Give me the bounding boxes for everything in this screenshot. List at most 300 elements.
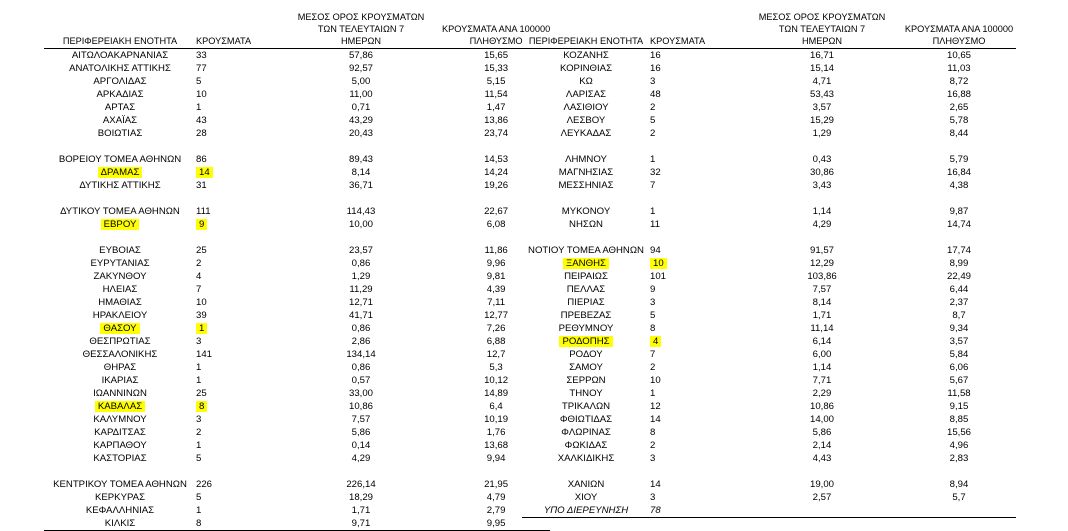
header-avg-line3: ΗΜΕΡΩΝ [742, 36, 902, 49]
spacer-cell [44, 140, 550, 153]
avg-cell [742, 257, 902, 270]
region-cell [44, 62, 196, 75]
avg-cell [280, 413, 442, 426]
rate-cell-text: 3,57 [949, 336, 969, 347]
rate-cell-text: 5,7 [952, 492, 966, 503]
rate-cell-text: 8,72 [949, 76, 969, 87]
rate-cell-text: 6,44 [949, 284, 969, 295]
rate-cell [902, 400, 1016, 413]
table-row [522, 387, 1016, 400]
avg-cell [742, 153, 902, 166]
cases-cell-text: 4 [196, 271, 202, 282]
cases-table-right [522, 12, 1016, 518]
region-cell-text: ΜΕΣΣΗΝΙΑΣ [558, 180, 614, 191]
avg-cell [280, 426, 442, 439]
rate-cell-text: 22,67 [484, 206, 509, 217]
table-row [522, 75, 1016, 88]
region-cell [44, 491, 196, 504]
cases-cell [650, 283, 742, 296]
cases-cell [196, 439, 280, 452]
spacer-row [44, 231, 550, 244]
cases-cell-text: 2 [196, 427, 202, 438]
rate-cell-text: 4,96 [949, 440, 969, 451]
region-cell [44, 49, 196, 63]
rate-cell-text: 9,95 [486, 518, 506, 529]
table-row [44, 114, 550, 127]
region-cell-text: ΚΟΖΑΝΗΣ [563, 50, 609, 61]
region-cell [44, 426, 196, 439]
cases-cell-text: 10 [650, 375, 661, 386]
cases-cell-text: 16 [650, 50, 661, 61]
avg-cell-text: 43,29 [348, 115, 373, 126]
avg-cell [280, 335, 442, 348]
avg-cell-text: 3,57 [812, 102, 832, 113]
region-cell [522, 114, 650, 127]
region-cell [44, 439, 196, 452]
region-cell [522, 478, 650, 491]
region-cell-text: ΒΟΡΕΙΟΥ ΤΟΜΕΑ ΑΘΗΝΩΝ [58, 154, 182, 165]
avg-cell-text: 18,29 [348, 492, 373, 503]
cases-cell-text: 3 [196, 336, 202, 347]
avg-cell [742, 88, 902, 101]
table-row [44, 504, 550, 517]
rate-cell [902, 179, 1016, 192]
avg-cell [742, 166, 902, 179]
region-cell-text: ΙΚΑΡΙΑΣ [101, 375, 139, 386]
avg-cell-text: 2,57 [812, 492, 832, 503]
table-row [44, 361, 550, 374]
region-cell [522, 270, 650, 283]
cases-cell [650, 374, 742, 387]
rate-cell-text: 10,12 [484, 375, 509, 386]
cases-cell-text: 43 [196, 115, 207, 126]
cases-cell-text: 5 [196, 492, 202, 503]
table-row [44, 127, 550, 140]
region-cell [522, 452, 650, 465]
rate-cell-text: 16,88 [946, 89, 971, 100]
cases-cell [196, 413, 280, 426]
cases-cell [650, 478, 742, 491]
avg-cell [280, 478, 442, 491]
cases-cell [650, 426, 742, 439]
region-cell [522, 75, 650, 88]
avg-cell [280, 439, 442, 452]
table-row [522, 439, 1016, 452]
cases-cell [650, 114, 742, 127]
avg-cell-text: 1,14 [812, 362, 832, 373]
region-cell [522, 322, 650, 335]
avg-cell-text: 53,43 [809, 89, 834, 100]
cases-cell-text: 8 [196, 401, 207, 412]
rate-cell [902, 88, 1016, 101]
table-row [522, 62, 1016, 75]
table-row [44, 283, 550, 296]
avg-cell [742, 413, 902, 426]
region-cell-text: ΑΝΑΤΟΛΙΚΗΣ ΑΤΤΙΚΗΣ [69, 63, 171, 74]
rate-cell [902, 75, 1016, 88]
cases-cell [650, 387, 742, 400]
region-cell-text: ΗΛΕΙΑΣ [102, 284, 138, 295]
cases-cell-text: 25 [196, 245, 207, 256]
rate-cell [902, 426, 1016, 439]
region-cell-text: ΝΟΤΙΟΥ ΤΟΜΕΑ ΑΘΗΝΩΝ [528, 245, 644, 256]
avg-cell-text: 41,71 [348, 310, 373, 321]
avg-cell [280, 400, 442, 413]
avg-cell [280, 283, 442, 296]
cases-cell [196, 504, 280, 517]
rate-cell [902, 218, 1016, 231]
table-row [44, 205, 550, 218]
avg-cell [742, 283, 902, 296]
rate-cell-text: 13,68 [484, 440, 509, 451]
table-row [44, 374, 550, 387]
rate-cell [902, 478, 1016, 491]
region-cell [44, 335, 196, 348]
region-cell [522, 244, 650, 257]
region-cell [44, 75, 196, 88]
region-cell-text: ΚΟΡΙΝΘΙΑΣ [559, 63, 613, 74]
region-cell-text: ΑΙΤΩΛΟΑΚΑΡΝΑΝΙΑΣ [71, 50, 169, 61]
cases-cell-text: 1 [196, 323, 207, 334]
avg-cell-text: 0,86 [351, 258, 371, 269]
avg-cell-text: 6,14 [812, 336, 832, 347]
cases-cell [650, 348, 742, 361]
cases-cell-text: 3 [650, 453, 656, 464]
avg-cell [742, 426, 902, 439]
rate-cell [902, 296, 1016, 309]
rate-cell [902, 413, 1016, 426]
region-cell [522, 127, 650, 140]
table-row [44, 517, 550, 531]
rate-cell-text: 11,58 [947, 388, 971, 399]
region-cell [44, 348, 196, 361]
avg-cell-text: 10,00 [348, 219, 373, 230]
table-row [522, 218, 1016, 231]
cases-cell-text: 1 [196, 362, 202, 373]
avg-cell-text: 4,43 [812, 453, 832, 464]
cases-cell [196, 75, 280, 88]
avg-cell-text: 1,14 [812, 206, 832, 217]
avg-cell-text: 19,00 [809, 479, 834, 490]
avg-cell-text: 6,00 [812, 349, 832, 360]
region-cell-text: ΤΗΝΟΥ [569, 388, 603, 399]
cases-cell-text: 5 [650, 115, 656, 126]
avg-cell [742, 439, 902, 452]
region-cell-text: ΚΑΒΑΛΑΣ [95, 401, 145, 412]
table-row [44, 491, 550, 504]
table-row [44, 400, 550, 413]
header-spacer [650, 12, 742, 24]
table-row [522, 491, 1016, 504]
avg-cell-text: 103,86 [807, 271, 837, 282]
header-rate-line2: ΠΛΗΘΥΣΜΟ [442, 36, 550, 49]
rate-cell-text: 7,11 [487, 297, 506, 308]
avg-cell-text: 1,29 [812, 128, 832, 139]
table-row [44, 166, 550, 179]
region-cell-text: ΔΡΑΜΑΣ [98, 167, 143, 178]
region-cell-text: ΚΕΝΤΡΙΚΟΥ ΤΟΜΕΑ ΑΘΗΝΩΝ [53, 479, 187, 490]
rate-cell-text: 4,79 [486, 492, 506, 503]
avg-cell [280, 504, 442, 517]
cases-cell-text: 2 [196, 258, 202, 269]
cases-cell [196, 283, 280, 296]
region-cell-text: ΥΠΟ ΔΙΕΡΕΥΝΗΣΗ [543, 505, 629, 516]
cases-cell [650, 127, 742, 140]
region-cell-text: ΤΡΙΚΑΛΩΝ [561, 401, 611, 412]
cases-cell-text: 25 [196, 388, 207, 399]
header-cases: ΚΡΟΥΣΜΑΤΑ [196, 36, 280, 49]
region-cell [44, 452, 196, 465]
region-cell [44, 218, 196, 231]
table-row [522, 478, 1016, 491]
rate-cell-text: 9,94 [486, 453, 506, 464]
avg-cell-text: 11,14 [810, 323, 834, 334]
cases-cell [196, 257, 280, 270]
rate-cell-text: 2,83 [949, 453, 969, 464]
rate-cell-text: 2,37 [949, 297, 969, 308]
avg-cell-text: 7,57 [812, 284, 832, 295]
region-cell [44, 283, 196, 296]
header-spacer [44, 12, 196, 24]
rate-cell-text: 8,7 [952, 310, 966, 321]
avg-cell [742, 335, 902, 348]
avg-cell [280, 452, 442, 465]
region-cell-text: ΛΑΡΙΣΑΣ [565, 89, 607, 100]
region-cell-text: ΚΕΡΚΥΡΑΣ [94, 492, 145, 503]
rate-cell [902, 166, 1016, 179]
rate-cell-text: 14,53 [484, 154, 509, 165]
rate-cell [902, 348, 1016, 361]
cases-cell-text: 4 [650, 336, 661, 347]
avg-cell [280, 387, 442, 400]
region-cell-text: ΕΥΒΟΙΑΣ [99, 245, 141, 256]
avg-cell [742, 101, 902, 114]
cases-cell-text: 5 [196, 76, 202, 87]
cases-cell [650, 75, 742, 88]
header-spacer [522, 24, 650, 36]
region-cell-text: ΣΕΡΡΩΝ [566, 375, 606, 386]
table-row [522, 205, 1016, 218]
region-cell [522, 88, 650, 101]
table-row [44, 439, 550, 452]
rate-cell-text: 23,74 [484, 128, 509, 139]
region-cell [44, 101, 196, 114]
avg-cell-text: 2,86 [351, 336, 371, 347]
region-cell-text: ΠΕΙΡΑΙΩΣ [564, 271, 608, 282]
rate-cell-text: 8,99 [949, 258, 969, 269]
table-row [44, 296, 550, 309]
avg-cell-text: 2,14 [812, 440, 832, 451]
rate-cell [902, 101, 1016, 114]
rate-cell-text: 19,26 [484, 180, 509, 191]
rate-cell [902, 257, 1016, 270]
table-row [522, 49, 1016, 63]
header-region: ΠΕΡΙΦΕΡΕΙΑΚΗ ΕΝΟΤΗΤΑ [522, 36, 650, 49]
rate-cell-text: 15,33 [484, 63, 509, 74]
avg-cell-text: 0,86 [351, 362, 371, 373]
rate-cell-text: 15,65 [484, 50, 509, 61]
cases-cell [196, 491, 280, 504]
table-row [522, 374, 1016, 387]
table-row [522, 504, 1016, 518]
region-cell [522, 426, 650, 439]
cases-cell-text: 1 [650, 206, 656, 217]
cases-cell-text: 3 [650, 297, 656, 308]
region-cell-text: ΚΑΛΥΜΝΟΥ [93, 414, 147, 425]
avg-cell-text: 0,57 [351, 375, 371, 386]
avg-cell [280, 101, 442, 114]
cases-cell [196, 153, 280, 166]
region-cell-text: ΛΗΜΝΟΥ [565, 154, 607, 165]
avg-cell-text: 12,71 [348, 297, 373, 308]
region-cell [522, 101, 650, 114]
cases-cell-text: 9 [196, 219, 207, 230]
cases-cell-text: 86 [196, 154, 207, 165]
avg-cell [280, 348, 442, 361]
spacer-row [44, 192, 550, 205]
region-cell [522, 361, 650, 374]
cases-cell [650, 335, 742, 348]
cases-cell [196, 322, 280, 335]
table-row [522, 335, 1016, 348]
avg-cell-text: 10,86 [809, 401, 834, 412]
avg-cell-text: 11,00 [349, 89, 373, 100]
cases-cell-text: 2 [650, 362, 656, 373]
avg-cell [742, 179, 902, 192]
table-row [522, 88, 1016, 101]
cases-cell-text: 12 [650, 401, 661, 412]
cases-cell [196, 270, 280, 283]
table-row [522, 166, 1016, 179]
cases-cell [650, 88, 742, 101]
cases-cell-text: 94 [650, 245, 661, 256]
rate-cell [902, 335, 1016, 348]
cases-cell [196, 361, 280, 374]
cases-cell [650, 361, 742, 374]
region-cell-text: ΘΕΣΣΑΛΟΝΙΚΗΣ [82, 349, 158, 360]
cases-cell-text: 1 [196, 375, 202, 386]
avg-cell [280, 374, 442, 387]
region-cell-text: ΠΡΕΒΕΖΑΣ [560, 310, 612, 321]
cases-cell-text: 5 [650, 310, 656, 321]
rate-cell-text: 9,81 [486, 271, 506, 282]
table-row [44, 75, 550, 88]
rate-cell-text: 8,44 [949, 128, 969, 139]
rate-cell [902, 153, 1016, 166]
rate-cell-text: 2,79 [486, 505, 506, 516]
avg-cell [742, 75, 902, 88]
header-region: ΠΕΡΙΦΕΡΕΙΑΚΗ ΕΝΟΤΗΤΑ [44, 36, 196, 49]
avg-cell [742, 452, 902, 465]
avg-cell [280, 491, 442, 504]
cases-cell [196, 205, 280, 218]
region-cell [522, 62, 650, 75]
avg-cell-text: 4,29 [812, 219, 832, 230]
avg-cell-text: 226,14 [346, 479, 376, 490]
rate-cell-text: 7,26 [486, 323, 506, 334]
avg-cell [280, 322, 442, 335]
region-cell [522, 283, 650, 296]
table-row [522, 114, 1016, 127]
rate-cell-text: 12,7 [486, 349, 506, 360]
avg-cell [742, 361, 902, 374]
avg-cell [742, 309, 902, 322]
table-row [44, 387, 550, 400]
avg-cell [280, 205, 442, 218]
region-cell-text: ΦΩΚΙΔΑΣ [564, 440, 608, 451]
table-row [44, 413, 550, 426]
header-spacer [44, 24, 196, 36]
cases-cell-text: 32 [650, 167, 661, 178]
cases-cell [650, 270, 742, 283]
avg-cell [280, 517, 442, 531]
cases-cell [650, 309, 742, 322]
table-row [44, 153, 550, 166]
avg-cell [742, 270, 902, 283]
avg-cell [742, 296, 902, 309]
rate-cell [902, 62, 1016, 75]
region-cell [44, 413, 196, 426]
rate-cell-text: 9,34 [949, 323, 969, 334]
cases-cell [196, 478, 280, 491]
region-cell-text: ΒΟΙΩΤΙΑΣ [97, 128, 143, 139]
avg-cell [280, 75, 442, 88]
avg-cell [280, 296, 442, 309]
cases-cell-text: 10 [196, 89, 207, 100]
region-cell [44, 127, 196, 140]
region-cell [44, 504, 196, 517]
cases-cell [196, 309, 280, 322]
cases-cell-text: 48 [650, 89, 661, 100]
avg-cell-text: 30,86 [809, 167, 834, 178]
cases-cell-text: 16 [650, 63, 661, 74]
table-row [522, 153, 1016, 166]
header-avg-line2: ΤΩΝ ΤΕΛΕΥΤΑΙΩΝ 7 [317, 24, 405, 34]
table-row [522, 348, 1016, 361]
region-cell-text: ΗΡΑΚΛΕΙΟΥ [92, 310, 148, 321]
cases-cell [650, 452, 742, 465]
rate-cell-text: 4,39 [486, 284, 506, 295]
avg-cell [280, 218, 442, 231]
header-avg-line1: ΜΕΣΟΣ ΟΡΟΣ ΚΡΟΥΣΜΑΤΩΝ [758, 12, 886, 22]
header-cases: ΚΡΟΥΣΜΑΤΑ [650, 36, 742, 49]
region-cell-text: ΕΥΡΥΤΑΝΙΑΣ [90, 258, 150, 269]
avg-cell-text: 0,43 [812, 154, 832, 165]
avg-cell [742, 49, 902, 63]
region-cell-text: ΛΑΣΙΘΙΟΥ [563, 102, 609, 113]
rate-cell-text: 9,87 [949, 206, 969, 217]
region-cell-text: ΚΙΛΚΙΣ [104, 518, 136, 529]
avg-cell-text: 2,29 [812, 388, 832, 399]
table-row [522, 361, 1016, 374]
table-row [44, 88, 550, 101]
cases-cell-text: 3 [650, 76, 656, 87]
region-cell-text: ΚΕΦΑΛΛΗΝΙΑΣ [85, 505, 155, 516]
avg-cell-text: 33,00 [348, 388, 373, 399]
rate-cell [902, 504, 1016, 518]
rate-cell [902, 491, 1016, 504]
avg-cell-text: 5,00 [351, 76, 371, 87]
region-cell [522, 179, 650, 192]
cases-cell-text: 101 [650, 271, 667, 282]
avg-cell [742, 244, 902, 257]
header-rate-line1: ΚΡΟΥΣΜΑΤΑ ΑΝΑ 100000 [904, 24, 1014, 34]
region-cell-text: ΕΒΡΟΥ [101, 219, 140, 230]
region-cell [522, 335, 650, 348]
table-row [44, 309, 550, 322]
avg-cell [280, 309, 442, 322]
avg-cell [742, 218, 902, 231]
